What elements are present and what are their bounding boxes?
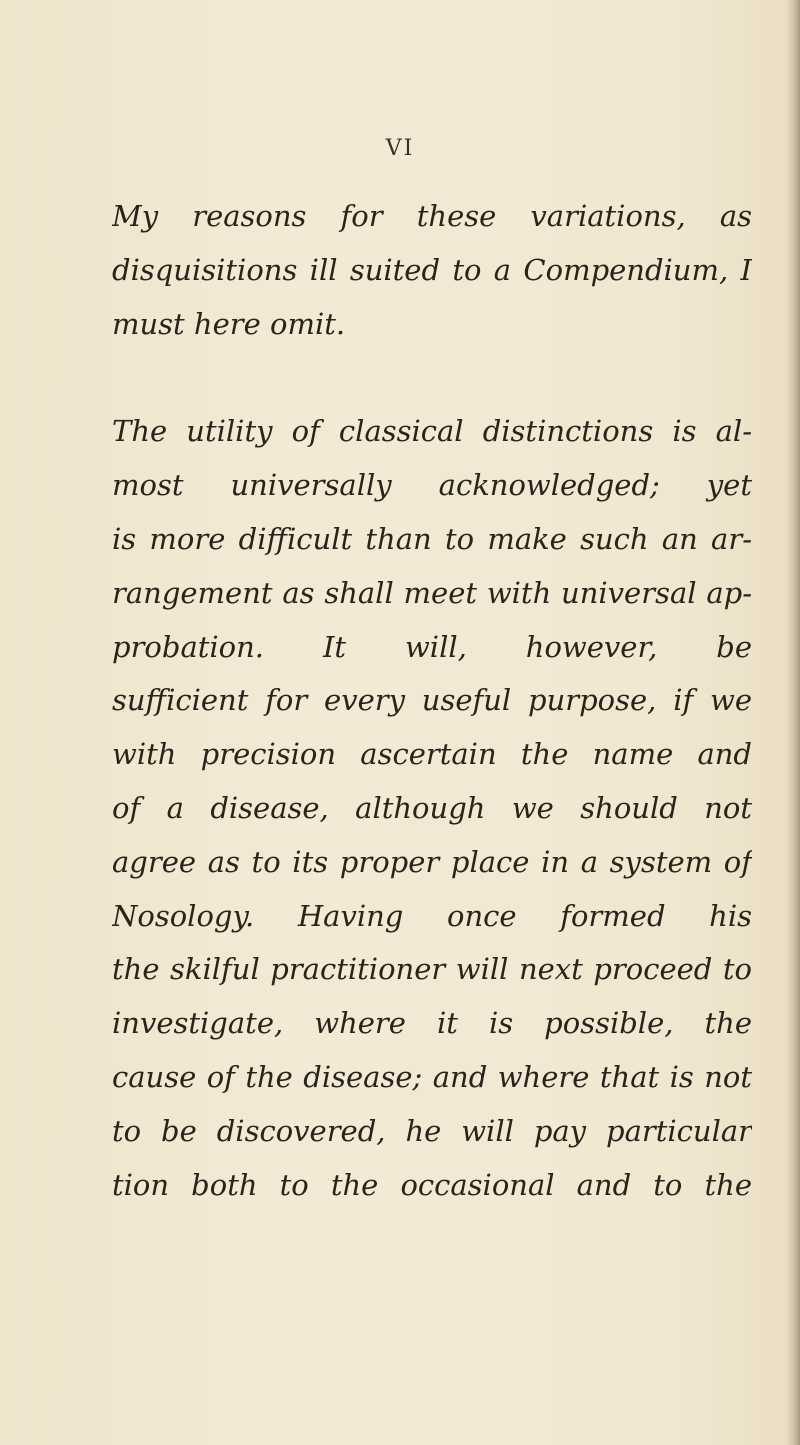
text-line: tion both to the occasional and to the <box>112 1167 752 1202</box>
text-line: agree as to its proper place in a system of <box>112 844 752 879</box>
text-line: most universally acknowledged; yet <box>112 468 752 503</box>
text-line: probation. It will, however, be <box>112 629 752 664</box>
text-line: to be discovered, he will pay particular <box>112 1113 752 1148</box>
paragraph-gap <box>112 351 752 405</box>
text-line: disquisitions ill suited to a Compendium, I <box>112 252 752 287</box>
text-line: the skilful practitioner will next proceed to <box>112 952 752 987</box>
text-line: investigate, where it is possible, the <box>112 1006 752 1041</box>
text-line: rangement as shall meet with universal ap- <box>112 575 752 610</box>
body-text <box>112 190 752 1212</box>
page-edge-shadow <box>786 0 800 1445</box>
text-line: cause of the disease; and where that is not <box>112 1059 752 1094</box>
text-line: must here omit. <box>112 306 346 341</box>
text-line: The utility of classical distinctions is al- <box>112 414 752 449</box>
page-number: VI <box>385 136 415 161</box>
text-line: sufficient for every useful purpose, if we <box>112 683 752 718</box>
text-line: Nosology. Having once formed his <box>112 898 752 933</box>
text-line: with precision ascertain the name and <box>112 737 752 772</box>
text-line: My reasons for these variations, as <box>112 199 752 233</box>
text-line: of a disease, although we should not <box>112 790 752 825</box>
text-line: is more difficult than to make such an ar- <box>112 521 752 556</box>
